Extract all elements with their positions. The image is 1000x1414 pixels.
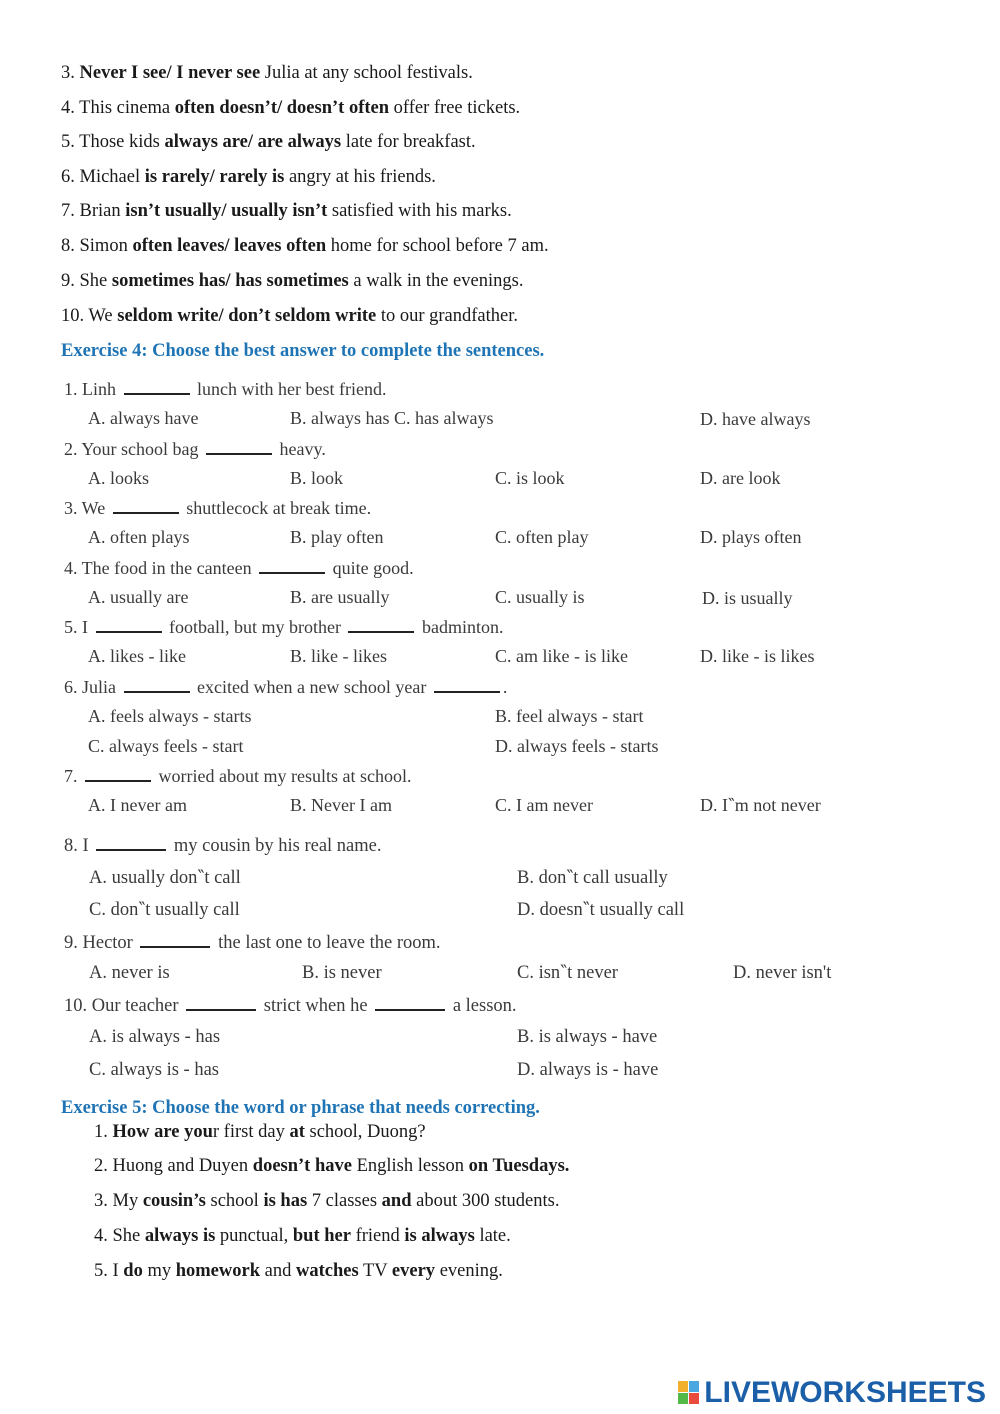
item-text: Brian [79,201,126,221]
item-choice: often leaves/ leaves often [132,236,327,256]
item-choice: sometimes has/ has sometimes [111,271,349,291]
option-a[interactable]: A. I never am [88,795,187,815]
option-b[interactable]: B. play often [290,527,384,547]
question-text: 3. We [64,498,110,518]
sentence-text: 1. [94,1122,113,1142]
item-choice: often doesn’t/ doesn’t often [174,98,390,118]
option-a[interactable]: A. always have [88,408,199,428]
item-choice: seldom write/ don’t seldom write [117,306,377,326]
ex3-item-3 [61,62,473,84]
option-a[interactable]: A. usually don‶t call [89,868,241,888]
option-b[interactable]: B. like - likes [290,646,387,666]
option-c[interactable]: C. often play [495,527,589,547]
option-c[interactable]: C. is look [495,468,565,488]
option-a[interactable]: A. likes - like [88,646,186,666]
ex5-sentence-4 [94,1225,511,1247]
answer-blank[interactable] [113,496,179,514]
item-number: 7. [61,201,80,221]
ex4-question-6 [64,675,507,698]
item-text: a walk in the evenings. [348,271,524,291]
option-b[interactable]: B. is always - have [517,1027,658,1047]
ex3-item-6 [61,166,436,188]
answer-blank[interactable] [96,833,166,851]
choice-phrase[interactable]: always is [144,1226,216,1246]
question-text: football, but my brother [164,617,346,637]
ex4-question-5 [64,615,503,638]
ex3-item-7 [61,200,512,222]
question-text: 1. Linh [64,379,121,399]
item-text: Those kids [79,132,165,152]
exercise-4-heading: Exercise 4: Choose the best answer to complete the sentences. [61,341,545,361]
sentence-text: evening. [435,1261,503,1281]
question-text: the last one to leave the room. [213,933,441,953]
item-choice: is rarely/ rarely is [144,167,285,187]
item-number: 8. [61,236,80,256]
ex4-question-4 [64,556,414,579]
sentence-text: 5. I [94,1261,124,1281]
option-c[interactable]: C. always feels - start [88,736,244,756]
option-b[interactable]: B. look [290,468,344,488]
sentence-text: r first day [212,1122,290,1142]
sentence-text: my [142,1261,176,1281]
option-d[interactable]: D. have always [700,409,811,429]
option-b[interactable]: B. don‶t call usually [517,868,668,888]
option-b[interactable]: B. is never [302,963,382,983]
option-a[interactable]: A. often plays [88,527,190,547]
answer-blank[interactable] [259,556,325,574]
liveworksheets-logo-icon [678,1381,700,1405]
sentence-text: school, Duong? [304,1122,426,1142]
answer-blank[interactable] [124,377,190,395]
item-text: satisfied with his marks. [327,201,512,221]
sentence-text: school [205,1191,264,1211]
item-text: We [88,306,118,326]
option-d[interactable]: D. like - is likes [700,646,815,666]
item-text: She [79,271,112,291]
question-text: 9. Hector [64,933,138,953]
logo-text: LIVEWORKSHEETS [704,1376,986,1409]
option-c[interactable]: C. usually is [495,587,585,607]
item-text: Michael [79,167,145,187]
sentence-text: 3. My [94,1191,143,1211]
question-text: badminton. [417,617,504,637]
item-text: to our grandfather. [376,306,519,326]
ex3-item-4 [61,97,520,119]
item-choice: Never I see/ I never see [79,63,261,83]
question-text: heavy. [275,439,326,459]
question-text: a lesson. [448,996,517,1016]
ex4-question-7 [64,764,411,787]
item-choice: always are/ are always [164,132,342,152]
option-a[interactable]: A. never is [89,963,170,983]
question-text: 7. [64,766,82,786]
ex3-item-8 [61,235,549,257]
ex5-sentence-2 [94,1155,569,1177]
question-text: my cousin by his real name. [169,836,382,856]
option-c[interactable]: C. isn‶t never [517,963,618,983]
answer-blank[interactable] [85,764,151,782]
question-text: 6. Julia [64,677,121,697]
choice-phrase[interactable]: but her [292,1226,351,1246]
item-choice: isn’t usually/ usually isn’t [125,201,328,221]
ex5-sentence-3 [94,1190,559,1212]
sentence-text: about 300 students. [411,1191,560,1211]
item-number: 9. [61,271,80,291]
option-b[interactable]: B. feel always - start [495,706,644,726]
option-a[interactable]: A. is always - has [89,1027,221,1047]
question-text: excited when a new school year [192,677,431,697]
sentence-text: English lesson [351,1156,469,1176]
option-d[interactable]: D. are look [700,468,781,488]
sentence-text: 7 classes [307,1191,382,1211]
option-b[interactable]: B. are usually [290,587,390,607]
sentence-text: 4. She [94,1226,145,1246]
choice-phrase[interactable]: and [381,1191,412,1211]
choice-phrase[interactable]: watches [295,1261,359,1281]
item-text: Simon [79,236,133,256]
sentence-text: friend [350,1226,405,1246]
choice-phrase[interactable]: homework [175,1261,261,1281]
question-text: worried about my results at school. [154,766,412,786]
item-number: 10. [61,306,89,326]
ex4-question-8 [64,833,382,857]
sentence-text: TV [358,1261,392,1281]
option-b-c[interactable]: B. always has C. has always [290,408,494,428]
answer-blank[interactable] [434,675,500,693]
item-number: 5. [61,132,80,152]
question-text: quite good. [328,558,414,578]
item-number: 3. [61,63,80,83]
ex5-sentence-5 [94,1260,503,1282]
question-text: 8. I [64,836,94,856]
item-text: late for breakfast. [341,132,476,152]
option-c[interactable]: C. don‶t usually call [89,900,240,920]
item-text: angry at his friends. [284,167,436,187]
liveworksheets-logo[interactable] [678,1376,986,1410]
question-text: 5. I [64,617,93,637]
option-a[interactable]: A. looks [88,468,150,488]
ex4-question-10 [64,993,517,1017]
item-text: Julia at any school festivals. [260,63,473,83]
item-number: 4. [61,98,80,118]
answer-blank[interactable] [96,615,162,633]
option-d[interactable]: D. is usually [702,588,793,608]
answer-blank[interactable] [375,993,445,1011]
choice-phrase[interactable]: cousin’s [142,1191,206,1211]
question-text: shuttlecock at break time. [181,498,372,518]
choice-phrase[interactable]: doesn’t have [252,1156,352,1176]
ex3-item-5 [61,131,476,153]
ex3-item-9 [61,270,523,292]
choice-phrase[interactable]: is has [263,1191,308,1211]
question-text: 2. Your school bag [64,439,204,459]
answer-blank[interactable] [348,615,414,633]
sentence-text: late. [474,1226,511,1246]
option-d[interactable]: D. never isn't [733,963,832,983]
item-text: This cinema [79,98,175,118]
sentence-text: and [260,1261,296,1281]
choice-phrase[interactable]: at [289,1122,305,1142]
item-text: home for school before 7 am. [326,236,549,256]
exercise-5-heading: Exercise 5: Choose the word or phrase that needs correcting. [61,1098,540,1118]
option-d[interactable]: D. doesn‶t usually call [517,900,685,920]
option-d[interactable]: D. always is - have [517,1060,659,1080]
ex3-item-10 [61,305,518,327]
sentence-text: 2. Huong and Duyen [94,1156,253,1176]
question-text: 10. Our teacher [64,996,184,1016]
option-d[interactable]: D. plays often [700,527,802,547]
answer-blank[interactable] [140,930,210,948]
option-a[interactable]: A. feels always - starts [88,706,252,726]
answer-blank[interactable] [206,437,272,455]
option-c[interactable]: C. am like - is like [495,646,628,666]
ex4-question-3 [64,496,371,519]
option-b[interactable]: B. Never I am [290,795,392,815]
answer-blank[interactable] [124,675,190,693]
question-text: . [502,677,508,697]
ex4-question-1 [64,377,386,400]
question-text: 4. The food in the canteen [64,558,257,578]
option-d[interactable]: D. always feels - starts [495,736,659,756]
option-c[interactable]: C. I am never [495,795,593,815]
ex4-question-9 [64,930,441,954]
choice-phrase[interactable]: How are you [112,1122,213,1142]
sentence-text: punctual, [215,1226,293,1246]
choice-phrase[interactable]: every [391,1261,436,1281]
choice-phrase[interactable]: on Tuesdays. [468,1156,570,1176]
ex5-sentence-1 [94,1121,426,1143]
question-text: lunch with her best friend. [192,379,387,399]
ex4-question-2 [64,437,326,460]
option-d[interactable]: D. I‶m not never [700,795,821,815]
choice-phrase[interactable]: do [123,1261,143,1281]
answer-blank[interactable] [186,993,256,1011]
item-text: offer free tickets. [389,98,521,118]
option-a[interactable]: A. usually are [88,587,189,607]
item-number: 6. [61,167,80,187]
choice-phrase[interactable]: is always [404,1226,475,1246]
option-c[interactable]: C. always is - has [89,1060,219,1080]
question-text: strict when he [259,996,373,1016]
